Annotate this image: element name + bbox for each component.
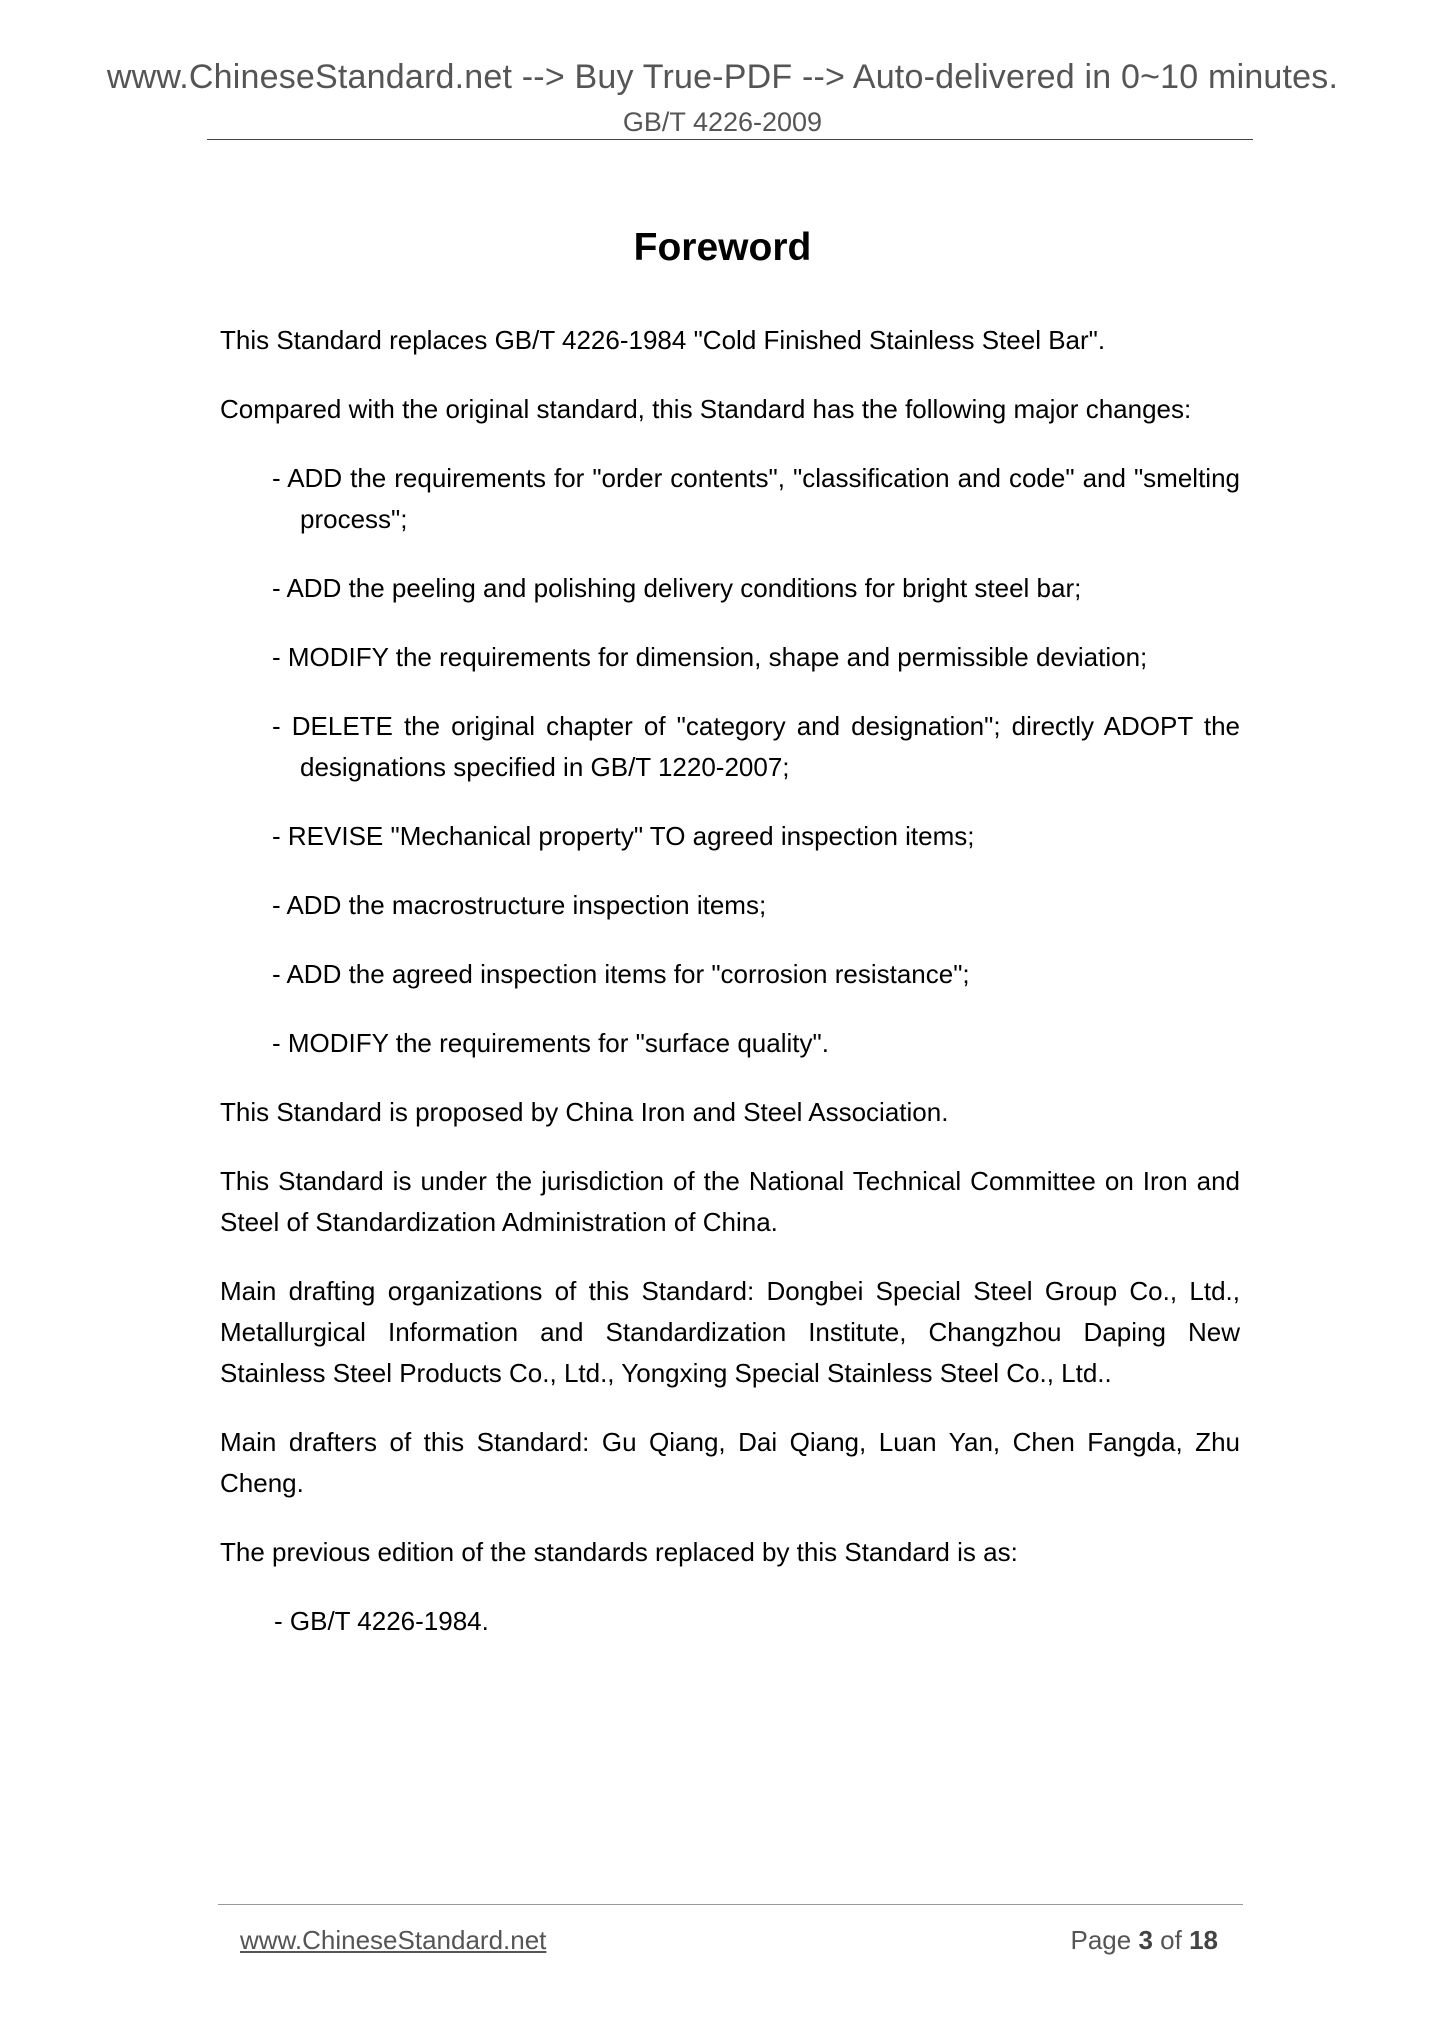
page-total: 18	[1189, 1925, 1218, 1955]
page-current: 3	[1138, 1925, 1153, 1955]
standard-code: GB/T 4226-2009	[622, 107, 823, 137]
change-item: - REVISE "Mechanical property" TO agreed inspection items;	[272, 821, 975, 851]
drafters-paragraph: Main drafters of this Standard: Gu Qiang, Dai Qiang, Luan Yan, Chen Fangda, Zhu Cheng.	[220, 1427, 1240, 1498]
previous-edition-item: - GB/T 4226-1984.	[274, 1606, 489, 1636]
page-title: Foreword	[633, 226, 812, 269]
footer-divider	[218, 1904, 1243, 1905]
page-number	[1070, 1925, 1218, 1956]
page-of: of	[1160, 1925, 1182, 1955]
jurisdiction-paragraph: This Standard is under the jurisdiction of the National Technical Committee on Iron and Steel of Standardization Administration of China.	[220, 1166, 1240, 1237]
change-item: - MODIFY the requirements for dimension, shape and permissible deviation;	[272, 642, 1148, 672]
change-item: - MODIFY the requirements for "surface quality".	[272, 1028, 829, 1058]
change-item: - DELETE the original chapter of "category and designation"; directly ADOPT the designations specified in GB/T 1220-2007;	[272, 711, 1240, 782]
header-divider	[207, 139, 1253, 140]
drafting-organizations-paragraph: Main drafting organizations of this Standard: Dongbei Special Steel Group Co., Ltd., Metallurgical Information and Standardization Institute, Changzhou Daping New Stainless Steel Products Co., Ltd., Yongxing Special Stainless Steel Co., Ltd..	[220, 1276, 1240, 1388]
change-item: - ADD the requirements for "order contents", "classification and code" and "smelting process";	[272, 463, 1240, 534]
document-body	[220, 320, 1240, 1642]
changes-list	[220, 458, 1240, 1064]
proposer-paragraph: This Standard is proposed by China Iron and Steel Association.	[220, 1097, 949, 1127]
previous-edition-intro: The previous edition of the standards replaced by this Standard is as:	[220, 1537, 1018, 1567]
change-item: - ADD the agreed inspection items for "corrosion resistance";	[272, 959, 970, 989]
page-label: Page	[1070, 1925, 1132, 1955]
change-item: - ADD the macrostructure inspection items;	[272, 890, 767, 920]
change-item: - ADD the peeling and polishing delivery conditions for bright steel bar;	[272, 573, 1082, 603]
replaces-paragraph: This Standard replaces GB/T 4226-1984 "Cold Finished Stainless Steel Bar".	[220, 325, 1106, 355]
footer-website-link[interactable]: www.ChineseStandard.net	[240, 1925, 547, 1955]
changes-intro-paragraph: Compared with the original standard, this Standard has the following major changes:	[220, 394, 1192, 424]
header-banner: www.ChineseStandard.net --> Buy True-PDF --> Auto-delivered in 0~10 minutes.	[106, 58, 1339, 96]
